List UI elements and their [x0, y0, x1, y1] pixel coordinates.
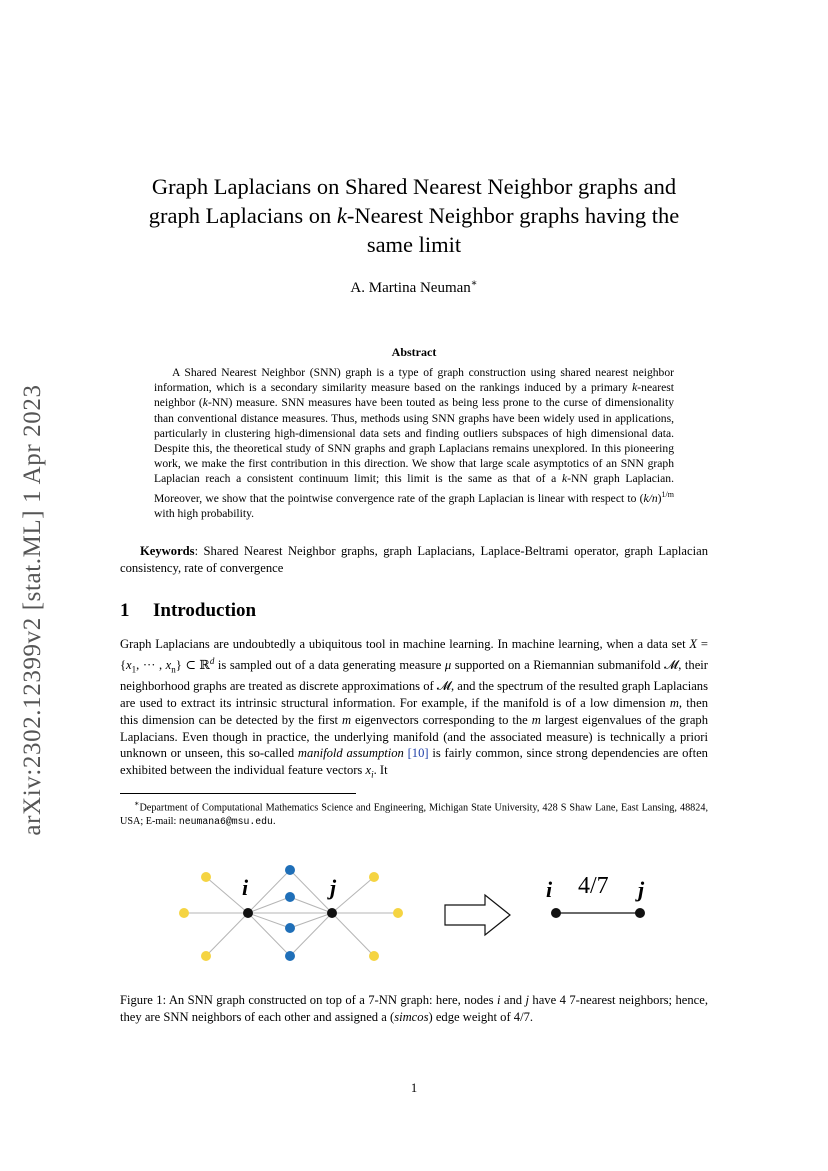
intro-text: is sampled out of a data generating measure: [214, 657, 445, 672]
intro-text: } ⊂ ℝ: [175, 657, 210, 672]
footnote-mark: ∗: [134, 799, 140, 808]
node-j: [327, 908, 337, 918]
figure-1: [160, 855, 680, 970]
abstract-text-3: -NN) measure. SNN measures have been touted as being less prone to the curse of dimensionality than conventional distance measures. Thus, methods using SNN graphs have been widely used in applications, particularly in clustering high-dimensional data sets and finding outliers subspaces of high dimensional data. Despite this, the theoretical study of SNN graphs and graph Laplacians remains unexplored. In this pioneering work, we make the first contribution in this direction. We show that large scale asymptotics of an SNN graph Laplacian reach a consistent continuum limit; this limit is the same as that of a: [154, 396, 674, 486]
yellow-node: [369, 872, 379, 882]
edge-weight-label: 4/7: [578, 873, 609, 899]
abstract-text-2: -nearest neighbor (: [154, 381, 674, 410]
intro-text: eigenvectors corresponding to the: [351, 712, 532, 727]
section-heading: [120, 600, 256, 622]
abstract-rate: k/n: [643, 491, 658, 505]
intro-text: largest eigenvalues of the graph Laplacians. Even though in practice, the underlying manifold (and the associated measure) is technically a priori unknown or unseen, this so-called: [120, 712, 709, 761]
footnote-end: .: [272, 815, 276, 827]
intro-math: m: [669, 696, 679, 711]
page-number: 1: [410, 1081, 418, 1095]
snn-graph-figure: [160, 855, 680, 970]
blue-node: [285, 923, 295, 933]
intro-text: Graph Laplacians are undoubtedly a ubiquitous tool in machine learning. In machine learning, when a data set: [120, 637, 690, 651]
intro-text: is fairly common, since strong dependencies are often exhibited between the individual feature vectors: [120, 746, 708, 778]
section-number: 1: [120, 600, 130, 621]
yellow-node: [393, 908, 403, 918]
intro-math: X: [689, 637, 698, 651]
author-footnote-mark: ∗: [470, 278, 478, 289]
title-line-1: Graph Laplacians on Shared Nearest Neighbor graphs and: [151, 174, 677, 199]
footnote: [120, 797, 708, 829]
graph-edges: [184, 870, 398, 956]
node-i-label: i: [242, 875, 249, 900]
yellow-node: [201, 872, 211, 882]
abstract-text-1: A Shared Nearest Neighbor (SNN) graph is a type of graph construction using shared nearest neighbor information, which is a secondary similarity measure based on the rankings induced by a primary: [154, 366, 674, 395]
intro-text: , ··· ,: [136, 657, 166, 672]
snn-node-j: [635, 908, 645, 918]
snn-node-i-label: i: [546, 877, 553, 902]
yellow-node: [179, 908, 189, 918]
abstract-k: k: [202, 396, 208, 410]
abstract-k: k: [632, 381, 638, 395]
intro-text: . It: [373, 763, 388, 778]
caption-text: Figure 1: An SNN graph constructed on top of a 7-NN graph: here, nodes: [120, 993, 497, 1007]
blue-node: [285, 865, 295, 875]
intro-math: x: [365, 763, 372, 778]
title-line-2-pre: graph Laplacians on: [148, 203, 337, 228]
abstract-body: [154, 365, 674, 521]
caption-emphasis: simcos: [394, 1009, 429, 1024]
keywords-text: : Shared Nearest Neighbor graphs, graph Laplacians, Laplace-Beltrami operator, graph Laplacian consistency, rate of convergence: [120, 544, 708, 575]
abstract-text-4: -NN graph Laplacian. Moreover, we show that the pointwise convergence rate of the graph Laplacian is linear with respect to (: [154, 472, 674, 505]
intro-emphasis: manifold assumption: [297, 746, 404, 761]
yellow-nodes: [179, 872, 403, 961]
intro-text: , their neighborhood graphs are treated as discrete approximations of: [120, 657, 708, 694]
intro-math: μ: [444, 657, 452, 672]
abstract-text-6: with high probability.: [154, 506, 255, 520]
intro-math: m: [341, 712, 352, 727]
blue-node: [285, 892, 295, 902]
intro-math: m: [531, 712, 541, 727]
caption-text: have 4 7-nearest neighbors; hence, they are SNN neighbors of each other and assigned a (: [120, 993, 708, 1024]
node-i: [243, 908, 253, 918]
section-title: Introduction: [153, 600, 257, 621]
node-j-label: j: [330, 875, 337, 900]
intro-paragraph: [120, 636, 708, 784]
footnote-rule: [120, 793, 356, 794]
caption-text: ) edge weight of 4/7.: [428, 1009, 534, 1024]
author-name: A. Martina Neuman: [350, 280, 471, 296]
title-line-3: same limit: [366, 232, 462, 257]
intro-sup: d: [209, 655, 215, 666]
abstract-heading: Abstract: [391, 345, 437, 359]
intro-sub: i: [371, 769, 374, 780]
intro-text: , and the spectrum of the resulted graph Laplacians are used to extract its intrinsic structural information. For example, if the manifold is of a low dimension: [120, 679, 709, 711]
abstract-k: k: [561, 472, 568, 486]
intro-math: 𝓜: [664, 657, 679, 672]
abstract-text-5: ): [657, 491, 662, 505]
intro-text: = {: [120, 637, 708, 672]
snn-node-i: [551, 908, 561, 918]
blue-node: [285, 951, 295, 961]
intro-math: x: [165, 657, 172, 672]
yellow-node: [201, 951, 211, 961]
paper-title: [100, 172, 728, 259]
title-k: k: [336, 203, 347, 228]
keywords: [120, 543, 708, 577]
yellow-node: [369, 951, 379, 961]
intro-math: x: [126, 657, 132, 672]
figure-caption: [120, 992, 708, 1026]
intro-math: 𝓜: [436, 679, 451, 694]
intro-sub: 1: [131, 664, 137, 675]
caption-math: j: [525, 993, 529, 1007]
arxiv-identifier: arXiv:2302.12399v2 [stat.ML] 1 Apr 2023: [19, 384, 46, 836]
keywords-label: Keywords: [140, 544, 195, 558]
title-line-2-post: -Nearest Neighbor graphs having the: [346, 203, 680, 228]
footnote-text: Department of Computational Mathematics Science and Engineering, Michigan State University, 428 S Shaw Lane, East Lansing, 48824, USA; E-mail:: [120, 802, 708, 827]
abstract-exponent: 1/m: [661, 489, 674, 499]
arrow-right-icon: [445, 895, 510, 935]
citation-link[interactable]: [10]: [407, 746, 429, 761]
intro-sub: n: [171, 664, 176, 675]
intro-text: supported on a Riemannian submanifold: [451, 657, 665, 672]
caption-math: i: [496, 993, 501, 1007]
footnote-email[interactable]: neumana6@msu.edu: [178, 815, 273, 827]
snn-node-j-label: j: [638, 877, 645, 902]
intro-text: , then this dimension can be detected by the first: [120, 696, 708, 727]
author-line: [100, 278, 728, 297]
caption-text: and: [500, 993, 526, 1007]
